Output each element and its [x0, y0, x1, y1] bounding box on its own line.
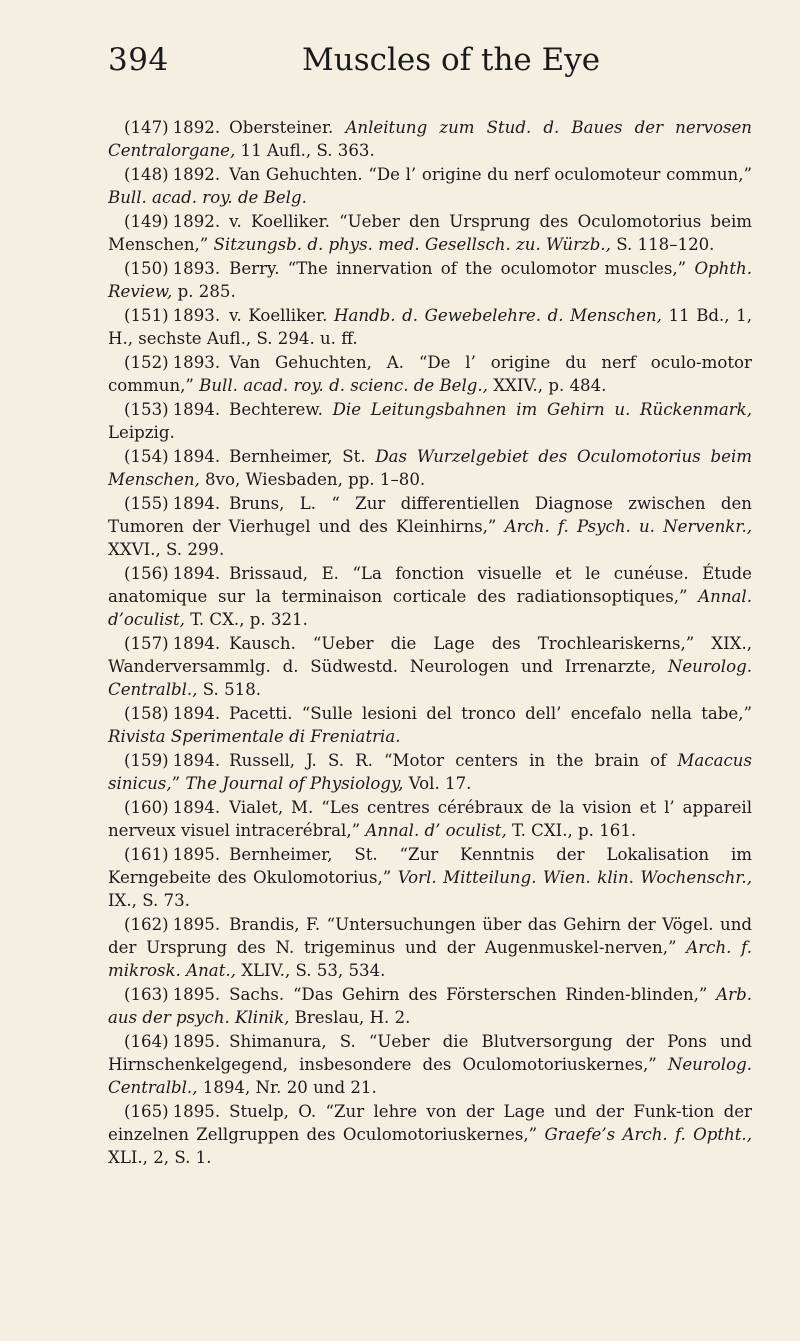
reference-text: XLI., 2, S. 1.	[108, 1148, 212, 1167]
reference-entry	[108, 796, 752, 842]
reference-text: Vol. 17.	[403, 774, 472, 793]
reference-list	[108, 116, 752, 1170]
reference-text: p. 285.	[172, 282, 236, 301]
reference-source: Das Wurzelgebiet des Oculomotorius beim Menschen,	[108, 447, 752, 489]
reference-text: ”	[171, 774, 186, 793]
reference-text: Berry. “The innervation of the oculomotor muscles,”	[229, 259, 695, 278]
reference-text: IX., S. 73.	[108, 891, 190, 910]
reference-text: Breslau, H. 2.	[289, 1008, 411, 1027]
reference-year: 1892.	[172, 212, 221, 231]
reference-entry	[108, 210, 752, 256]
reference-source: Bull. acad. roy. d. scienc. de Belg.,	[199, 376, 488, 395]
reference-text: v. Koelliker. “Ueber den Ursprung des Oculomotorius beim Menschen,”	[108, 212, 752, 254]
reference-year: 1894.	[172, 564, 221, 583]
reference-source: Rivista Sperimentale di Freniatria.	[108, 727, 401, 746]
reference-text: Van Gehuchten, A. “De l’ origine du nerf oculo-motor commun,”	[108, 353, 752, 395]
reference-source: Macacus sinicus,	[108, 751, 752, 793]
reference-number: (165)	[124, 1102, 169, 1121]
reference-year: 1895.	[172, 1102, 221, 1121]
reference-number: (152)	[124, 353, 169, 372]
reference-text: XXIV., p. 484.	[487, 376, 607, 395]
reference-number: (154)	[124, 447, 169, 466]
reference-source: Neurolog. Centralbl.,	[108, 1055, 752, 1097]
reference-entry	[108, 257, 752, 303]
reference-source: Neurolog. Centralbl.,	[108, 657, 752, 699]
reference-text: Russell, J. S. R. “Motor centers in the brain of	[229, 751, 678, 770]
reference-number: (149)	[124, 212, 169, 231]
reference-source: Die Leitungsbahnen im Gehirn u. Rückenmark,	[332, 400, 752, 419]
reference-year: 1894.	[172, 798, 221, 817]
reference-entry	[108, 843, 752, 912]
reference-source: Sitzungsb. d. phys. med. Gesellsch. zu. Würzb.,	[213, 235, 611, 254]
reference-year: 1894.	[172, 494, 221, 513]
reference-text: XLIV., S. 53, 534.	[235, 961, 386, 980]
reference-source: Ophth. Review,	[108, 259, 752, 301]
reference-source: Annal. d’oculist,	[108, 587, 752, 629]
reference-entry	[108, 702, 752, 748]
reference-number: (156)	[124, 564, 169, 583]
reference-text: T. CXI., p. 161.	[506, 821, 637, 840]
reference-text: Bruns, L. “ Zur differentiellen Diagnose zwischen den Tumoren der Vierhugel und des Kleinhirns,”	[108, 494, 752, 536]
reference-source: Anleitung zum Stud. d. Baues der nervosen Centralorgane,	[108, 118, 752, 160]
reference-number: (148)	[124, 165, 169, 184]
reference-source: Vorl. Mitteilung. Wien. klin. Wochenschr.,	[397, 868, 752, 887]
reference-entry	[108, 351, 752, 397]
reference-text: Brandis, F. “Untersuchungen über das Gehirn der Vögel. und der Ursprung des N. trigeminus und der Augenmuskel-nerven,”	[108, 915, 752, 957]
reference-number: (162)	[124, 915, 169, 934]
reference-source: Arch. f. Psych. u. Nervenkr.,	[504, 517, 752, 536]
reference-year: 1895.	[172, 915, 221, 934]
reference-year: 1894.	[172, 751, 221, 770]
reference-year: 1893.	[172, 306, 221, 325]
reference-year: 1894.	[172, 447, 221, 466]
reference-year: 1894.	[172, 634, 221, 653]
reference-entry	[108, 913, 752, 982]
reference-year: 1895.	[172, 1032, 221, 1051]
reference-year: 1893.	[172, 353, 221, 372]
reference-text: 11 Aufl., S. 363.	[235, 141, 375, 160]
reference-number: (147)	[124, 118, 169, 137]
reference-year: 1894.	[172, 400, 221, 419]
reference-text: Leipzig.	[108, 423, 175, 442]
reference-entry	[108, 163, 752, 209]
reference-text: Shimanura, S. “Ueber die Blutversorgung der Pons und Hirnschenkelgegend, insbesondere des Oculomotoriuskernes,”	[108, 1032, 752, 1074]
reference-source: Arb. aus der psych. Klinik,	[108, 985, 752, 1027]
reference-text: T. CX., p. 321.	[184, 610, 308, 629]
reference-year: 1892.	[172, 118, 221, 137]
reference-entry	[108, 492, 752, 561]
reference-entry	[108, 632, 752, 701]
reference-number: (153)	[124, 400, 169, 419]
reference-text: S. 118–120.	[610, 235, 715, 254]
reference-number: (158)	[124, 704, 169, 723]
reference-entry	[108, 1030, 752, 1099]
reference-year: 1892.	[172, 165, 221, 184]
reference-number: (164)	[124, 1032, 169, 1051]
reference-text: 1894, Nr. 20 und 21.	[197, 1078, 377, 1097]
reference-entry	[108, 749, 752, 795]
running-title: Muscles of the Eye	[302, 42, 601, 78]
reference-number: (159)	[124, 751, 169, 770]
reference-year: 1894.	[172, 704, 221, 723]
reference-text: Obersteiner.	[229, 118, 346, 137]
reference-text: 8vo, Wiesbaden, pp. 1–80.	[199, 470, 426, 489]
reference-text: 11 Bd., 1, H., sechste Aufl., S. 294. u. ff.	[108, 306, 753, 348]
reference-number: (160)	[124, 798, 169, 817]
reference-text: Sachs. “Das Gehirn des Försterschen Rinden-blinden,”	[229, 985, 717, 1004]
reference-text: Van Gehuchten. “De l’ origine du nerf oculomoteur commun,”	[229, 165, 752, 184]
reference-entry	[108, 304, 752, 350]
reference-source: Handb. d. Gewebelehre. d. Menschen,	[333, 306, 662, 325]
reference-source: Arch. f. mikrosk. Anat.,	[108, 938, 752, 980]
page-header	[108, 42, 760, 92]
reference-entry	[108, 1100, 752, 1169]
reference-text: Pacetti. “Sulle lesioni del tronco dell’ encefalo nella tabe,”	[229, 704, 752, 723]
reference-text: Bernheimer, St.	[229, 447, 376, 466]
reference-number: (155)	[124, 494, 169, 513]
reference-entry	[108, 398, 752, 444]
reference-text: v. Koelliker.	[229, 306, 334, 325]
reference-source: Bull. acad. roy. de Belg.	[108, 188, 307, 207]
reference-source: The Journal of Physiology,	[185, 774, 404, 793]
reference-source: Annal. d’ oculist,	[365, 821, 507, 840]
reference-number: (151)	[124, 306, 169, 325]
reference-entry	[108, 983, 752, 1029]
reference-entry	[108, 562, 752, 631]
reference-text: XXVI., S. 299.	[108, 540, 225, 559]
reference-number: (161)	[124, 845, 169, 864]
reference-text: Brissaud, E. “La fonction visuelle et le cunéuse. Étude anatomique sur la terminaison corticale des radiationsoptiques,”	[108, 564, 752, 606]
reference-year: 1893.	[172, 259, 221, 278]
reference-source: Graefe’s Arch. f. Optht.,	[544, 1125, 752, 1144]
reference-entry	[108, 445, 752, 491]
reference-number: (163)	[124, 985, 169, 1004]
reference-text: Bechterew.	[229, 400, 333, 419]
reference-number: (157)	[124, 634, 169, 653]
reference-number: (150)	[124, 259, 169, 278]
reference-entry	[108, 116, 752, 162]
reference-text: Vialet, M. “Les centres cérébraux de la vision et l’ appareil nerveux visuel intracerébral,”	[108, 798, 752, 840]
reference-year: 1895.	[172, 845, 221, 864]
reference-text: Kausch. “Ueber die Lage des Trochleariskerns,” XIX., Wanderversammlg. d. Südwestd. Neurologen und Irrenarzte,	[108, 634, 752, 676]
reference-text: Stuelp, O. “Zur lehre von der Lage und der Funk-tion der einzelnen Zellgruppen des Oculomotoriuskernes,”	[108, 1102, 752, 1144]
reference-year: 1895.	[172, 985, 221, 1004]
reference-text: S. 518.	[197, 680, 262, 699]
page-number: 394	[108, 42, 169, 78]
reference-text: Bernheimer, St. “Zur Kenntnis der Lokalisation im Kerngebeite des Okulomotorius,”	[108, 845, 752, 887]
